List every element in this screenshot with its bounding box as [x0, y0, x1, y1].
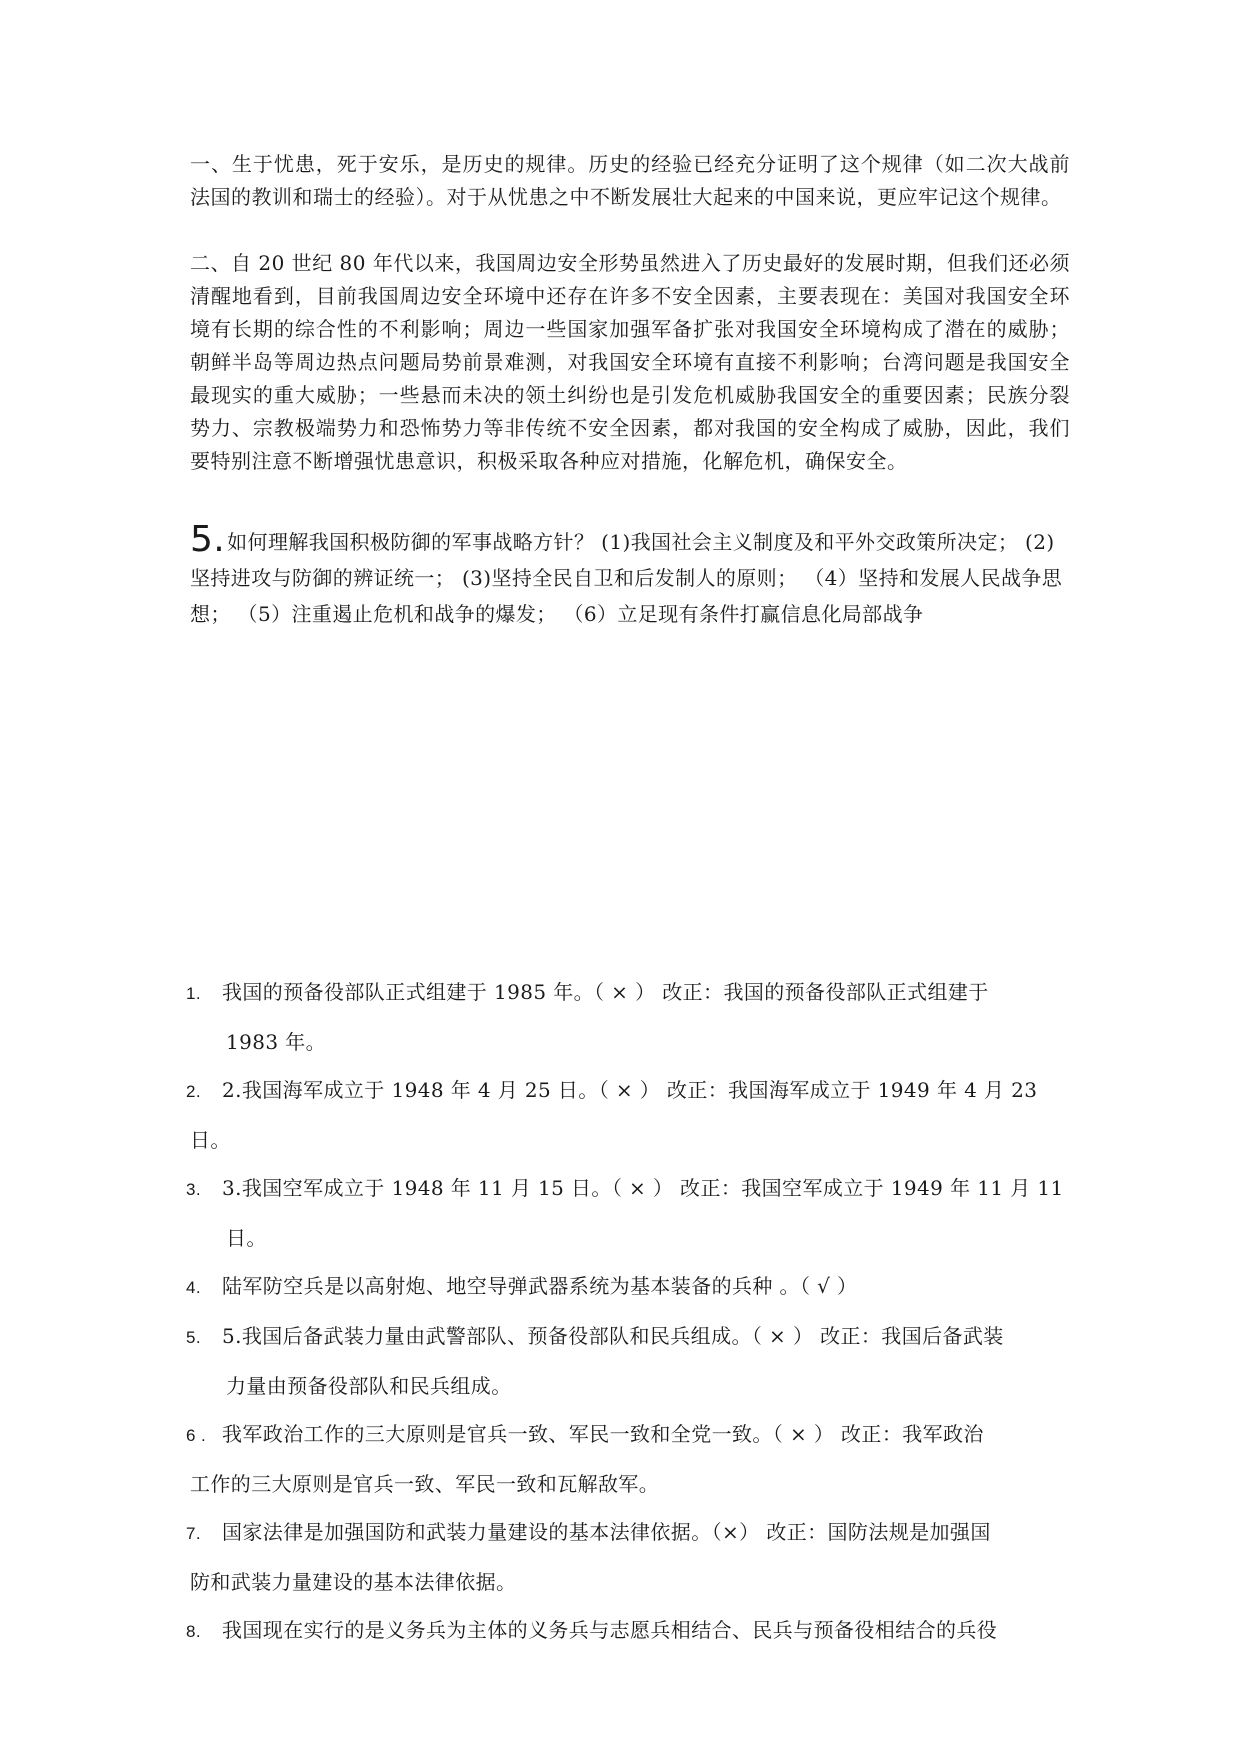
paragraph-law-of-history: 一、生于忧患，死于安乐，是历史的规律。历史的经验已经充分证明了这个规律（如二次大战前法国的教训和瑞士的经验）。对于从忧患之中不断发展壮大起来的中国来说，更应牢记这个规律。: [190, 152, 1070, 209]
item-number: 5.: [186, 1328, 201, 1347]
item-text: 国家法律是加强国防和武装力量建设的基本法律依据。（×） 改正：国防法规是加强国: [222, 1520, 991, 1544]
item-text: 3.我国空军成立于 1948 年 11 月 15 日。（ × ） 改正：我国空军成立于 1949 年 11 月 11: [222, 1176, 1064, 1200]
paragraph-security-environment: 二、自 20 世纪 80 年代以来，我国周边安全形势虽然进入了历史最好的发展时期，但我们还必须清醒地看到，目前我国周边安全环境中还存在许多不安全因素，主要表现在：美国对我国安全环境有长期的综合性的不利影响；周边一些国家加强军备扩张对我国安全环境构成了潜在的威胁；朝鲜半岛等周边热点问题局势前景难测，对我国安全环境有直接不利影响；台湾问题是我国安全最现实的重大威胁；一些悬而未决的领土纠纷也是引发危机威胁我国安全的重要因素；民族分裂势力、宗教极端势力和恐怖势力等非传统不安全因素，都对我国的安全构成了威胁，因此，我们要特别注意不断增强忧患意识，积极采取各种应对措施，化解危机，确保安全。: [190, 251, 1070, 473]
question-5-number: 5.: [190, 519, 226, 560]
list-item: [186, 1606, 1070, 1656]
list-item: [186, 968, 1070, 1066]
true-false-list: [186, 968, 1070, 1656]
item-text: 我国现在实行的是义务兵为主体的义务兵与志愿兵相结合、民兵与预备役相结合的兵役: [222, 1618, 998, 1642]
item-text: 2.我国海军成立于 1948 年 4 月 25 日。（ × ） 改正：我国海军成立于 1949 年 4 月 23 日。: [190, 1078, 1038, 1152]
list-item: [186, 1262, 1070, 1312]
question-5: [190, 519, 1070, 632]
item-text-continued: 日。: [226, 1226, 267, 1250]
item-number: 7.: [186, 1524, 201, 1543]
item-text-continued: 工作的三大原则是官兵一致、军民一致和瓦解敌军。: [190, 1472, 660, 1496]
item-number: 4.: [186, 1278, 201, 1297]
item-text-continued: 防和武装力量建设的基本法律依据。: [190, 1570, 517, 1594]
item-number: 6 .: [186, 1426, 207, 1445]
item-number: 8.: [186, 1622, 201, 1641]
question-5-text: 如何理解我国积极防御的军事战略方针？ (1)我国社会主义制度及和平外交政策所决定； (2)坚持进攻与防御的辨证统一； (3)坚持全民自卫和后发制人的原则； （4）坚持和发展人民战争思想； （5）注重遏止危机和战争的爆发； （6）立足现有条件打赢信息化局部战争: [190, 530, 1063, 626]
item-number: 2.: [186, 1082, 201, 1101]
item-text: 5.我国后备武装力量由武警部队、预备役部队和民兵组成。（ × ） 改正：我国后备武装: [222, 1324, 1004, 1348]
item-text: 陆军防空兵是以高射炮、地空导弹武器系统为基本装备的兵种 。（ √ ）: [222, 1274, 858, 1298]
list-item: [186, 1410, 1070, 1508]
item-text: 我军政治工作的三大原则是官兵一致、军民一致和全党一致。（ × ） 改正：我军政治: [222, 1422, 984, 1446]
item-text-continued: 1983 年。: [226, 1030, 327, 1054]
item-number: 1.: [186, 984, 201, 1003]
item-number: 3.: [186, 1180, 201, 1199]
list-item: [186, 1508, 1070, 1606]
list-item: [186, 1312, 1070, 1410]
item-text: 我国的预备役部队正式组建于 1985 年。（ × ） 改正：我国的预备役部队正式组建于: [222, 980, 989, 1004]
list-item: [186, 1164, 1070, 1262]
list-item: [186, 1066, 1070, 1164]
item-text-continued: 力量由预备役部队和民兵组成。: [226, 1374, 512, 1398]
